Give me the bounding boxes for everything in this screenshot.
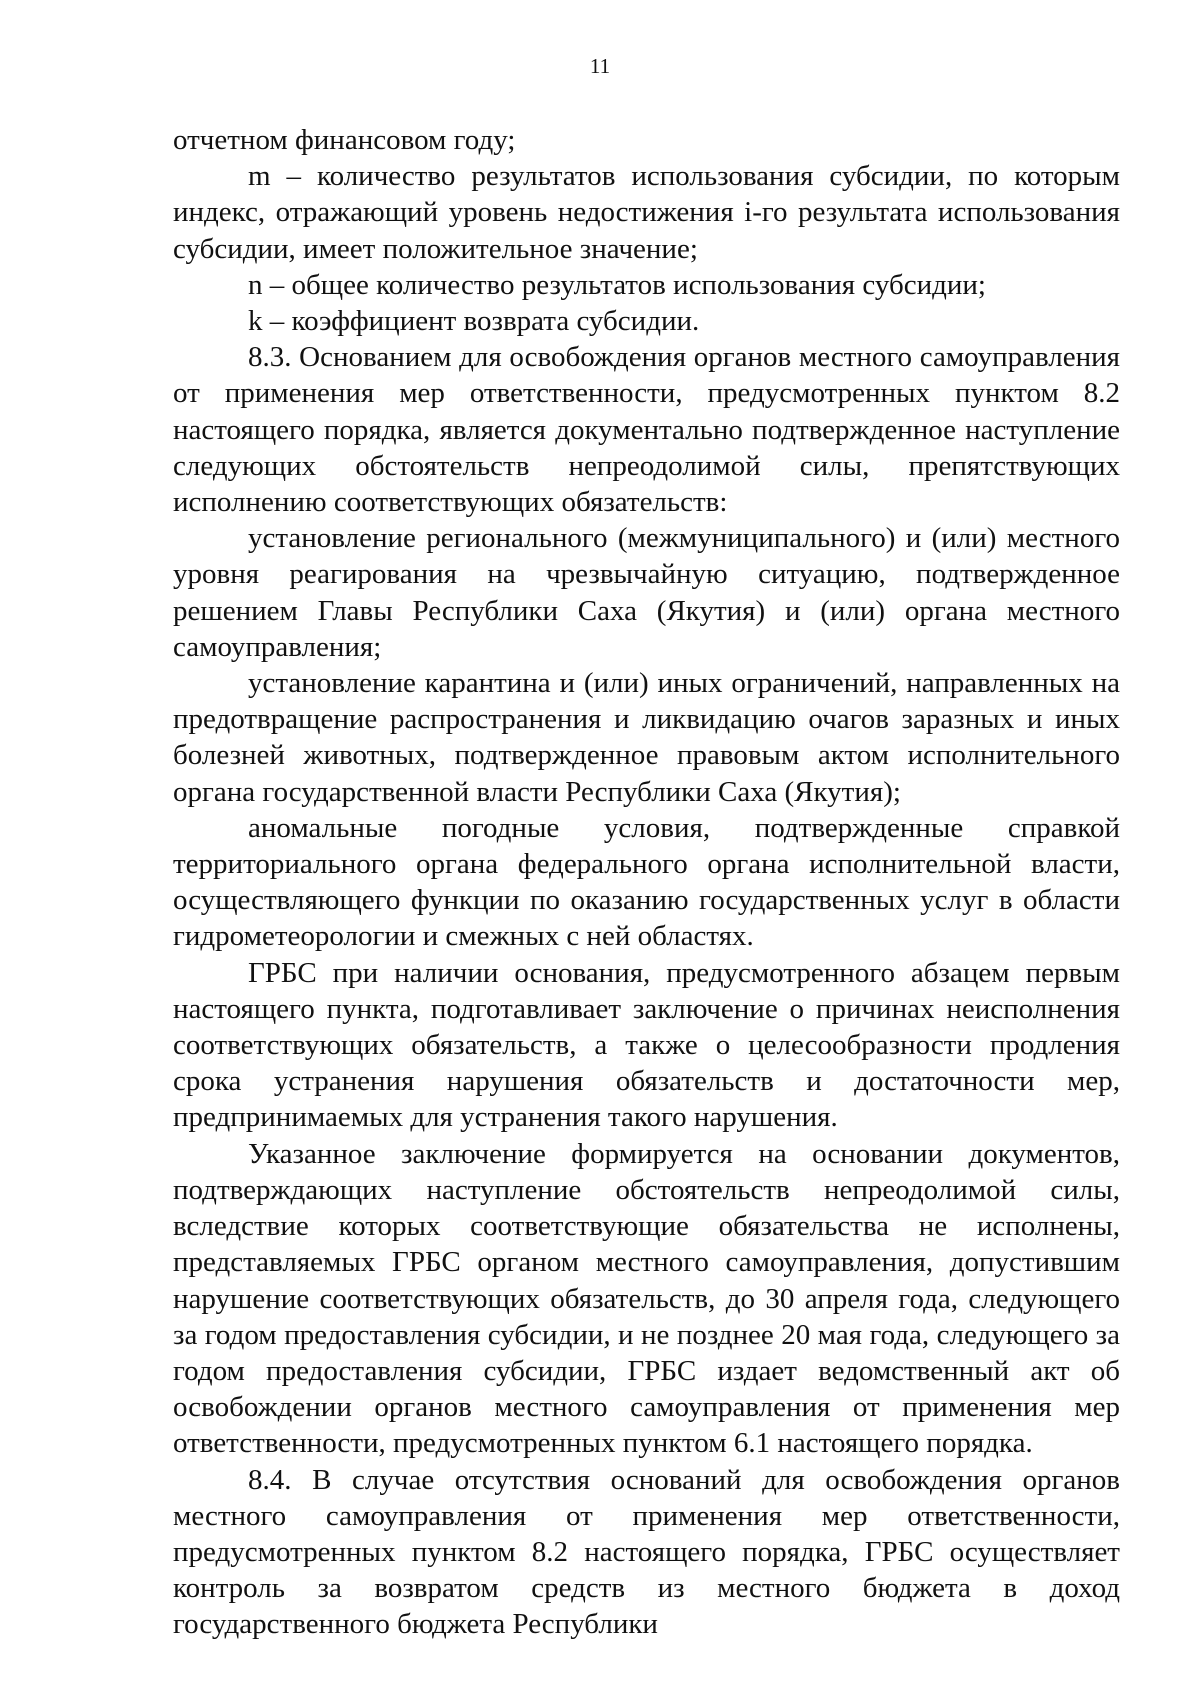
paragraph-grbs-conclusion: ГРБС при наличии основания, предусмотренного абзацем первым настоящего пункта, подготавливает заключение о причинах неисполнения соответствующих обязательств, а также о целесообразности продления срока устранения нарушения обязательств и достаточности мер, предпринимаемых для устранения такого нарушения. <box>173 956 1120 1134</box>
page-number: 11 <box>589 54 611 78</box>
document-body <box>173 122 1120 1643</box>
paragraph-k-definition: k – коэффициент возврата субсидии. <box>248 305 700 338</box>
paragraph-8-3: 8.3. Основанием для освобождения органов местного самоуправления от применения мер ответственности, предусмотренных пунктом 8.2 настоящего порядка, является документально подтвержденное наступление следующих обстоятельств непреодолимой силы, препятствующих исполнению соответствующих обязательств: <box>173 341 1120 519</box>
paragraph-n-definition: n – общее количество результатов использования субсидии; <box>248 268 986 301</box>
paragraph-weather-conditions: аномальные погодные условия, подтвержденные справкой территориального органа федерального органа исполнительной власти, осуществляющего функции по оказанию государственных услуг в области гидрометеорологии и смежных с ней областях. <box>173 811 1120 953</box>
paragraph-8-4: 8.4. В случае отсутствия оснований для освобождения органов местного самоуправления от применения мер ответственности, предусмотренных пунктом 8.2 настоящего порядка, ГРБС осуществляет контроль за возвратом средств из местного бюджета в доход государственного бюджета Республики <box>173 1463 1120 1641</box>
paragraph-m-definition: m – количество результатов использования субсидии, по которым индекс, отражающий уровень недостижения i-го результата использования субсидии, имеет положительное значение; <box>173 160 1120 265</box>
paragraph-quarantine: установление карантина и (или) иных ограничений, направленных на предотвращение распространения и ликвидацию очагов заразных и иных болезней животных, подтвержденное правовым актом исполнительного органа государственной власти Республики Саха (Якутия); <box>173 667 1120 808</box>
paragraph-conclusion-formation: Указанное заключение формируется на основании документов, подтверждающих наступление обстоятельств непреодолимой силы, вследствие которых соответствующие обязательства не исполнены, представляемых ГРБС органом местного самоуправления, допустившим нарушение соответствующих обязательств, до 30 апреля года, следующего за годом предоставления субсидии, и не позднее 20 мая года, следующего за годом предоставления субсидии, ГРБС издает ведомственный акт об освобождении органов местного самоуправления от применения мер ответственности, предусмотренных пунктом 6.1 настоящего порядка. <box>173 1137 1120 1460</box>
paragraph-emergency-level: установление регионального (межмуниципального) и (или) местного уровня реагирования на чрезвычайную ситуацию, подтвержденное решением Главы Республики Саха (Якутия) и (или) органа местного самоуправления; <box>173 522 1120 663</box>
paragraph-continuation: отчетном финансовом году; <box>173 124 516 156</box>
